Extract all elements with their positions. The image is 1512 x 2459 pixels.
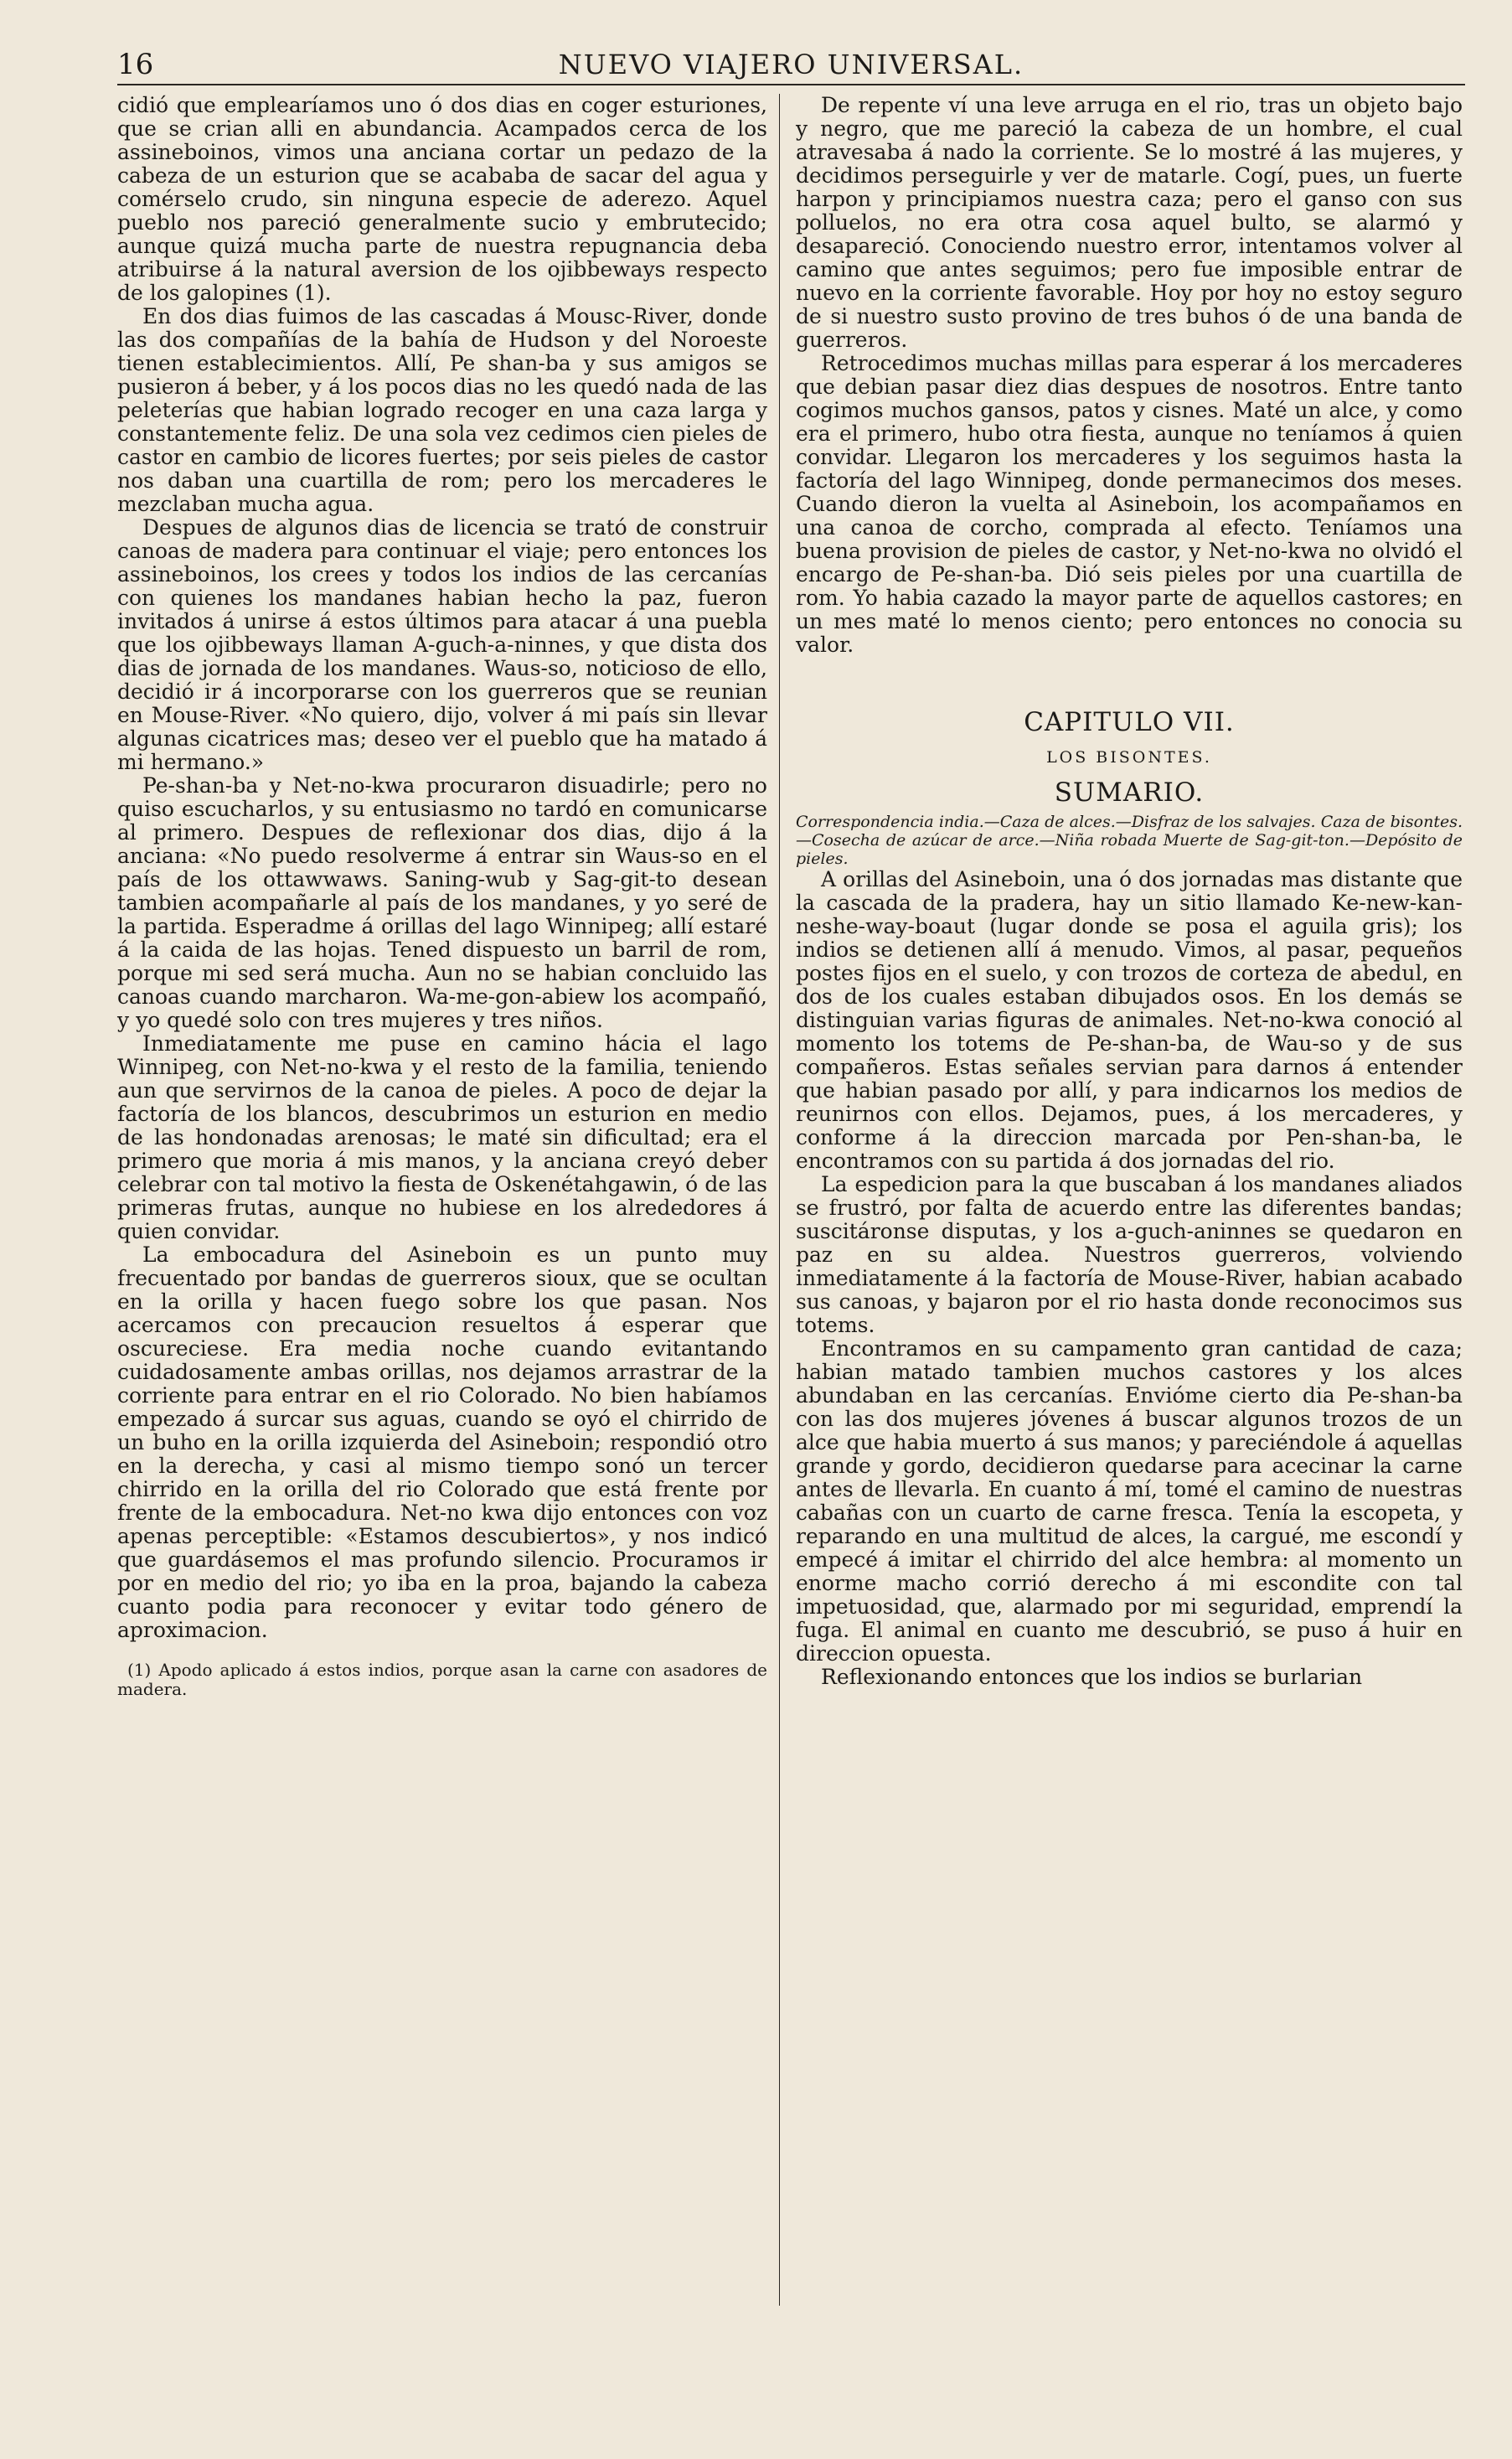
paragraph: Inmediatamente me puse en camino hácia el lago Winnipeg, con Net-no-kwa y el resto de la familia, teniendo aun que servirnos de la canoa de pieles. A poco de dejar la factoría de los blancos, descubrimos un esturion en medio de las hondonadas arenosas; le maté sin dificultad; era el primero que moria á mis manos, y la anciana creyó deber celebrar con tal motivo la fiesta de Oskenétahgawin, ó de las primeras frutas, aunque no hubiese en los alrededores á quien convidar. xyxy=(117,1031,767,1243)
left-column xyxy=(117,94,767,1699)
page-header xyxy=(117,45,1465,85)
paragraph: De repente ví una leve arruga en el rio, tras un objeto bajo y negro, que me pareció la cabeza de un hombre, el cual atravesaba á nado la corriente. Se lo mostré á las mujeres, y decidimos perseguirle y ver de matarle. Cogí, pues, un fuerte harpon y principiamos nuestra caza; pero el ganso con sus polluelos, no era otra cosa aquel bulto, se alarmó y desapareció. Conociendo nuestro error, intentamos volver al camino que antes seguimos; pero fue imposible entrar de nuevo en la corriente favorable. Hoy por hoy no estoy seguro de si nuestro susto provino de tres buhos ó de una banda de guerreros. xyxy=(796,93,1463,352)
paragraph: Retrocedimos muchas millas para esperar á los mercaderes que debian pasar diez dias despues de nosotros. Entre tanto cogimos muchos gansos, patos y cisnes. Maté un alce, y como era el primero, hubo otra fiesta, aunque no teníamos á quien convidar. Llegaron los mercaderes y los seguimos hasta la factoría del lago Winnipeg, donde permanecimos dos meses. Cuando dieron la vuelta al Asineboin, los acompañamos en una canoa de corcho, comprada al efecto. Teníamos una buena provision de pieles de castor, y Net-no-kwa no olvidó el encargo de Pe-shan-ba. Dió seis pieles por una cuartilla de rom. Yo habia cazado la mayor parte de aquellos castores; en un mes maté lo menos ciento; pero entonces no conocia su valor. xyxy=(796,351,1463,657)
paragraph: En dos dias fuimos de las cascadas á Mousc-River, donde las dos compañías de la bahía de Hudson y del Noroeste tienen establecimientos. Allí, Pe shan-ba y sus amigos se pusieron á beber, y á los pocos dias no les quedó nada de las peleterías que habian logrado recoger en una caza larga y constantemente feliz. De una sola vez cedimos cien pieles de castor en cambio de licores fuertes; por seis pieles de castor nos daban una cuartilla de rom; pero los mercaderes le mezclaban mucha agua. xyxy=(117,304,767,516)
paragraph: La espedicion para la que buscaban á los mandanes aliados se frustró, por falta de acuerdo entre las diferentes bandas; suscitáronse disputas, y los a-guch-aninnes se quedaron en paz en su aldea. Nuestros guerreros, volviendo inmediatamente á la factoría de Mouse-River, habian acabado sus canoas, y bajaron por el rio hasta donde reconocimos sus totems. xyxy=(796,1172,1463,1337)
chapter-title: CAPITULO VII. xyxy=(1024,707,1235,737)
paragraph: Encontramos en su campamento gran cantidad de caza; habian matado tambien muchos castores y los alces abundaban en las cercanías. Envióme cierto dia Pe-shan-ba con las dos mujeres jóvenes á buscar algunos trozos de un alce que habia muerto á sus manos; y pareciéndole á aquellas grande y gordo, decidieron quedarse para acecinar la carne antes de llevarla. En cuanto á mí, tomé el camino de nuestras cabañas con un cuarto de carne fresca. Tenía la escopeta, y reparando en una multitud de alces, la cargué, me escondí y empecé á imitar el chirrido del alce hembra: al momento un enorme macho corrió derecho á mi escondite con tal impetuosidad, que, alarmado por mi seguridad, emprendí la fuga. El animal en cuanto me descubrió, se puso á huir en direccion opuesta. xyxy=(796,1336,1463,1666)
paragraph: cidió que emplearíamos uno ó dos dias en coger esturiones, que se crian alli en abundancia. Acampados cerca de los assineboinos, vimos una anciana cortar un pedazo de la cabeza de un esturion que se acababa de sacar del agua y comérselo crudo, sin ninguna especie de aderezo. Aquel pueblo nos pareció generalmente sucio y embrutecido; aunque quizá mucha parte de nuestra repugnancia deba atribuirse á la natural aversion de los ojibbeways respecto de los galopines (1). xyxy=(117,93,767,305)
paragraph: A orillas del Asineboin, una ó dos jornadas mas distante que la cascada de la pradera, hay un sitio llamado Ke-new-kan-neshe-way-boaut (lugar donde se posa el aguila gris); los indios se detienen allí á menudo. Vimos, al pasar, pequeños postes fijos en el suelo, y con trozos de corteza de abedul, en dos de los cuales estaban dibujados osos. En los demás se distinguian varias figuras de animales. Net-no-kwa conoció al momento los totems de Pe-shan-ba, de Wau-so y de sus compañeros. Estas señales servian para darnos á entender que habian pasado por allí, y para indicarnos los medios de reunirnos con ellos. Dejamos, pues, á los mercaderes, y conforme á la direccion marcada por Pen-shan-ba, le encontramos con su partida á dos jornadas del rio. xyxy=(796,867,1463,1173)
summary-heading: SUMARIO. xyxy=(1054,777,1205,808)
running-title: NUEVO VIAJERO UNIVERSAL. xyxy=(558,49,1024,80)
footnote: (1) Apodo aplicado á estos indios, porque asan la carne con asadores de madera. xyxy=(117,1660,767,1699)
paragraph: Despues de algunos dias de licencia se trató de construir canoas de madera para continuar el viaje; pero entonces los assineboinos, los crees y todos los indios de las cercanías con quienes los mandanes habian hecho la paz, fueron invitados á unirse á estos últimos para atacar á una puebla que los ojibbeways llaman A-guch-a-ninnes, y que dista dos dias de jornada de los mandanes. Waus-so, noticioso de ello, decidió ir á incorporarse con los guerreros que se reunian en Mouse-River. «No quiero, dijo, volver á mi país sin llevar algunas cicatrices mas; deseo ver el pueblo que ha matado á mi hermano.» xyxy=(117,515,767,774)
paragraph: Reflexionando entonces que los indios se burlarian xyxy=(821,1665,1363,1689)
paragraph: La embocadura del Asineboin es un punto muy frecuentado por bandas de guerreros sioux, que se ocultan en la orilla y hacen fuego sobre los que pasan. Nos acercamos con precaucion resueltos á esperar que oscureciese. Era media noche cuando evitantando cuidadosamente ambas orillas, nos dejamos arrastrar de la corriente para entrar en el rio Colorado. No bien habíamos empezado á surcar sus aguas, cuando se oyó el chirrido de un buho en la orilla izquierda del Asineboin; respondió otro en la derecha, y casi al mismo tiempo sonó un tercer chirrido en la orilla del rio Colorado que está frente por frente de la embocadura. Net-no kwa dijo entonces con voz apenas perceptible: «Estamos descubiertos», y nos indicó que guardásemos el mas profundo silencio. Procuramos ir por en medio del rio; yo iba en la proa, bajando la cabeza cuanto podia para reconocer y evitar todo género de aproximacion. xyxy=(117,1242,767,1642)
paragraph: Pe-shan-ba y Net-no-kwa procuraron disuadirle; pero no quiso escucharlos, y su entusiasmo no tardó en comunicarse al primero. Despues de reflexionar dos dias, dijo á la anciana: «No puedo resolverme á entrar sin Waus-so en el país de los ottawwaws. Saning-wub y Sag-git-to desean tambien acompañarle al país de los mandanes, y yo seré de la partida. Esperadme á orillas del lago Winnipeg; allí estaré á la caida de las hojas. Tened dispuesto un barril de rom, porque mi sed será mucha. Aun no se habian concluido las canoas cuando marcharon. Wa-me-gon-abiew los acompañó, y yo quedé solo con tres mujeres y tres niños. xyxy=(117,773,767,1032)
page-number: 16 xyxy=(117,48,154,81)
chapter-subtitle: LOS BISONTES. xyxy=(1046,748,1212,767)
right-column xyxy=(796,94,1463,1689)
summary-text: Correspondencia india.—Caza de alces.—Disfraz de los salvajes. Caza de bisontes.—Cosecha de azúcar de arce.—Niña robada Muerte de Sag-git-ton.—Depósito de pieles. xyxy=(796,813,1463,868)
column-divider xyxy=(779,94,780,2306)
